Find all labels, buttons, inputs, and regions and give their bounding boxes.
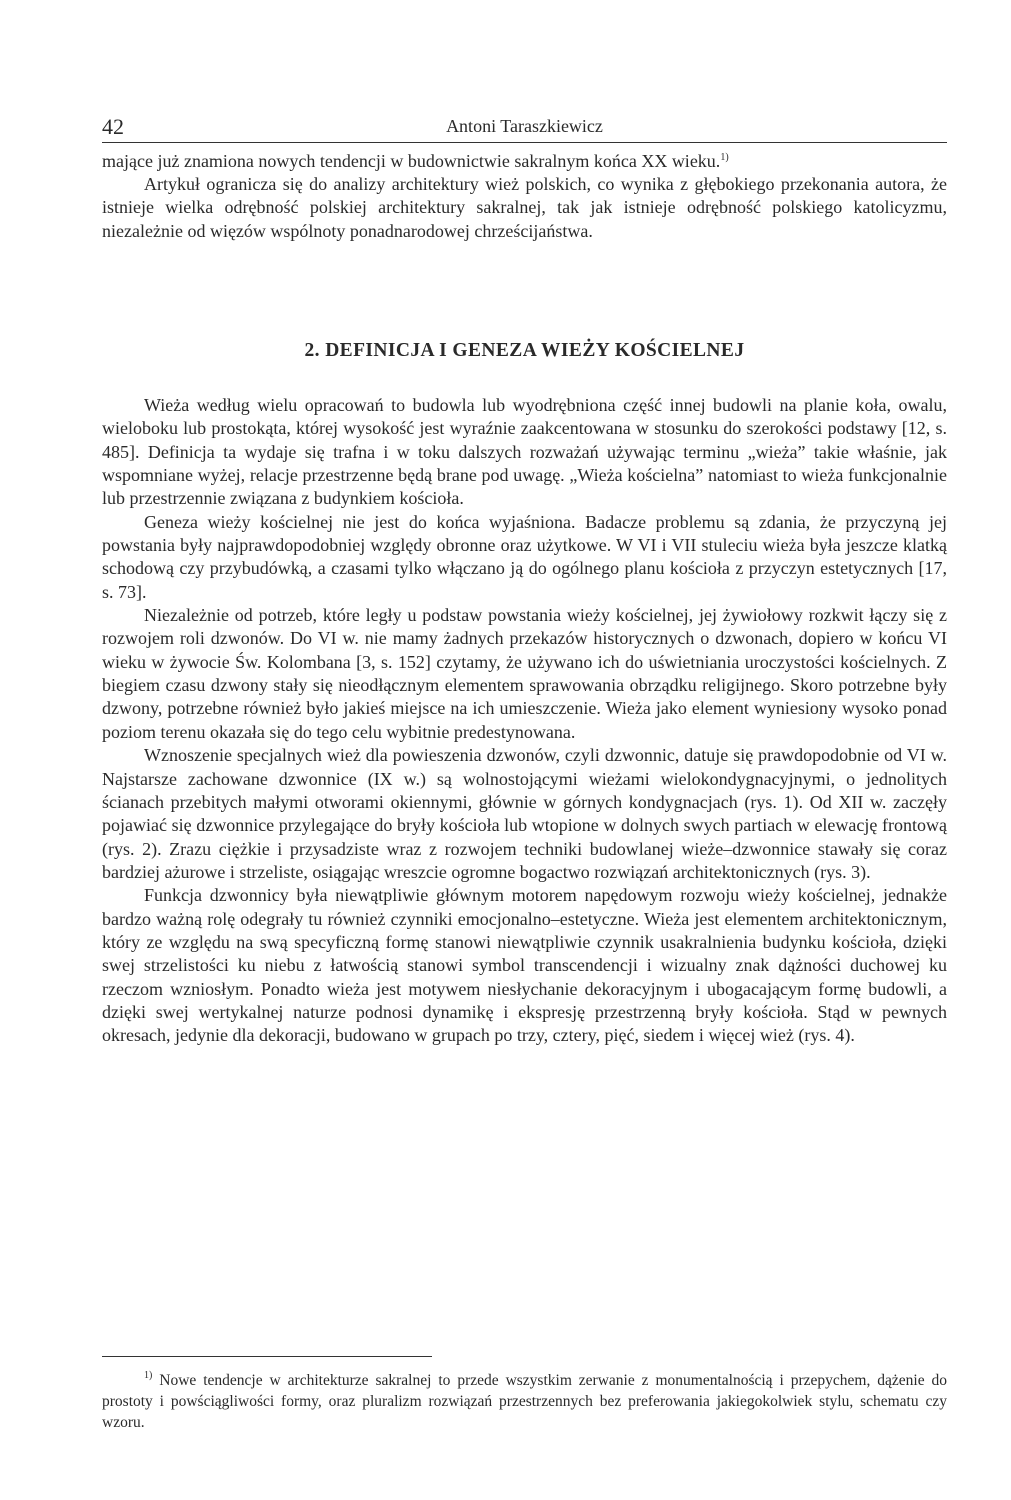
footnote-mark: 1): [144, 1370, 153, 1381]
section-paragraph: Niezależnie od potrzeb, które legły u podstaw powstania wieży kościelnej, jej żywiołowy rozkwit łączy się z rozwojem roli dzwonów. Do VI w. nie mamy żadnych przekazów historycznych o dzwonach, dopiero w końcu VI wieku w żywocie Św. Kolombana [3, s. 152] czytamy, że używano ich do uświetniania uroczystości kościelnych. Z biegiem czasu dzwony stały się nieodłącznym elementem sprawowania obrządku religijnego. Skoro potrzebne były dzwony, potrzebne również było jakieś miejsce na ich umieszczenie. Wieża jako element wyniesiony wysoko ponad poziom terenu okazała się do tego celu wybitnie predestynowana.: [102, 605, 947, 742]
intro-paragraph-continued: [102, 150, 947, 173]
footnote-reference: 1): [720, 152, 729, 163]
footnote-separator: [102, 1356, 432, 1357]
running-head-author: Antoni Taraszkiewicz: [446, 116, 603, 136]
section-body: [102, 394, 947, 1048]
section-paragraph: Wieża według wielu opracowań to budowla lub wyodrębniona część innej budowli na planie koła, owalu, wieloboku lub prostokąta, której wysokość jest wyraźnie zaakcentowana w stosunku do szerokości podstawy [12, s. 485]. Definicja ta wydaje się trafna i w toku dalszych rozważań używając terminu „wieża” takie właśnie, jak wspomniane wyżej, relacje przestrzenne będą brane pod uwagę. „Wieża kościelna” natomiast to wieża funkcjonalnie lub przestrzennie związana z budynkiem kościoła.: [102, 395, 947, 509]
footnote: [102, 1370, 947, 1433]
section-paragraph: Funkcja dzwonnicy była niewątpliwie głównym motorem napędowym rozwoju wieży kościelnej, jednakże bardzo ważną rolę odegrały tu również czynniki emocjonalno–estetyczne. Wieża jest elementem architektonicznym, który ze względu na swą specyficzną formę stanowi niewątpliwie czynnik usakralnienia budynku kościoła, dzięki swej strzelistości ku niebu z łatwością stanowi symbol transcendencji i wizualny znak dążności duchowej ku rzeczom wzniosłym. Ponadto wieża jest motywem niesłychanie dekoracyjnym i ubogacającym formę budowli, a dzięki swej wertykalnej naturze podnosi dynamikę i ekspresję przestrzenną bryły kościoła. Stąd w pewnych okresach, jedynie dla dekoracji, budowano w grupach po trzy, cztery, pięć, siedem i więcej wież (rys. 4).: [102, 885, 947, 1046]
footnote-text: Nowe tendencje w architekturze sakralnej to przede wszystkim zerwanie z monumentalnością i przepychem, dążenie do prostoty i powściągliwości formy, oraz pluralizm rozwiązań przestrzennych bez preferowania jakiegokolwiek stylu, schematu czy wzoru.: [102, 1372, 948, 1431]
section-heading: 2. DEFINICJA I GENEZA WIEŻY KOŚCIELNEJ: [304, 340, 745, 361]
page-number: 42: [102, 114, 124, 139]
intro-paragraph: Artykuł ogranicza się do analizy architektury wież polskich, co wynika z głębokiego przekonania autora, że istnieje wielka odrębność polskiej architektury sakralnej, tak jak istnieje odrębność polskiego katolicyzmu, niezależnie od więzów wspólnoty ponadnarodowej chrześcijaństwa.: [102, 174, 947, 241]
section-paragraph: Wznoszenie specjalnych wież dla powieszenia dzwonów, czyli dzwonnic, datuje się prawdopodobnie od VI w. Najstarsze zachowane dzwonnice (IX w.) są wolnostojącymi wieżami wielokondygnacyjnymi, o jednolitych ścianach przebitych małymi otworami okiennymi, głównie w górnych kondygnacjach (rys. 1). Od XII w. zaczęły pojawiać się dzwonnice przylegające do bryły kościoła lub wtopione w dolnych swych partiach w elewację frontową (rys. 2). Zrazu ciężkie i przysadziste wraz z rozwojem techniki budowlanej wieże–dzwonnice stawały się coraz bardziej ażurowe i strzeliste, osiągając wreszcie ogromne bogactwo rozwiązań architektonicznych (rys. 3).: [102, 745, 947, 882]
section-paragraph: Geneza wieży kościelnej nie jest do końca wyjaśniona. Badacze problemu są zdania, że przyczyną jej powstania były najprawdopodobniej względy obronne oraz użytkowe. W VI i VII stuleciu wieża była jeszcze klatką schodową czy przybudówką, a czasami tylko włączano ją do ogólnego planu kościoła z przyczyn estetycznych [17, s. 73].: [102, 511, 947, 602]
intro-text: [102, 150, 947, 243]
intro-paragraph-text: mające już znamiona nowych tendencji w budownictwie sakralnym końca XX wieku.: [102, 151, 721, 171]
page-header: [102, 112, 947, 143]
